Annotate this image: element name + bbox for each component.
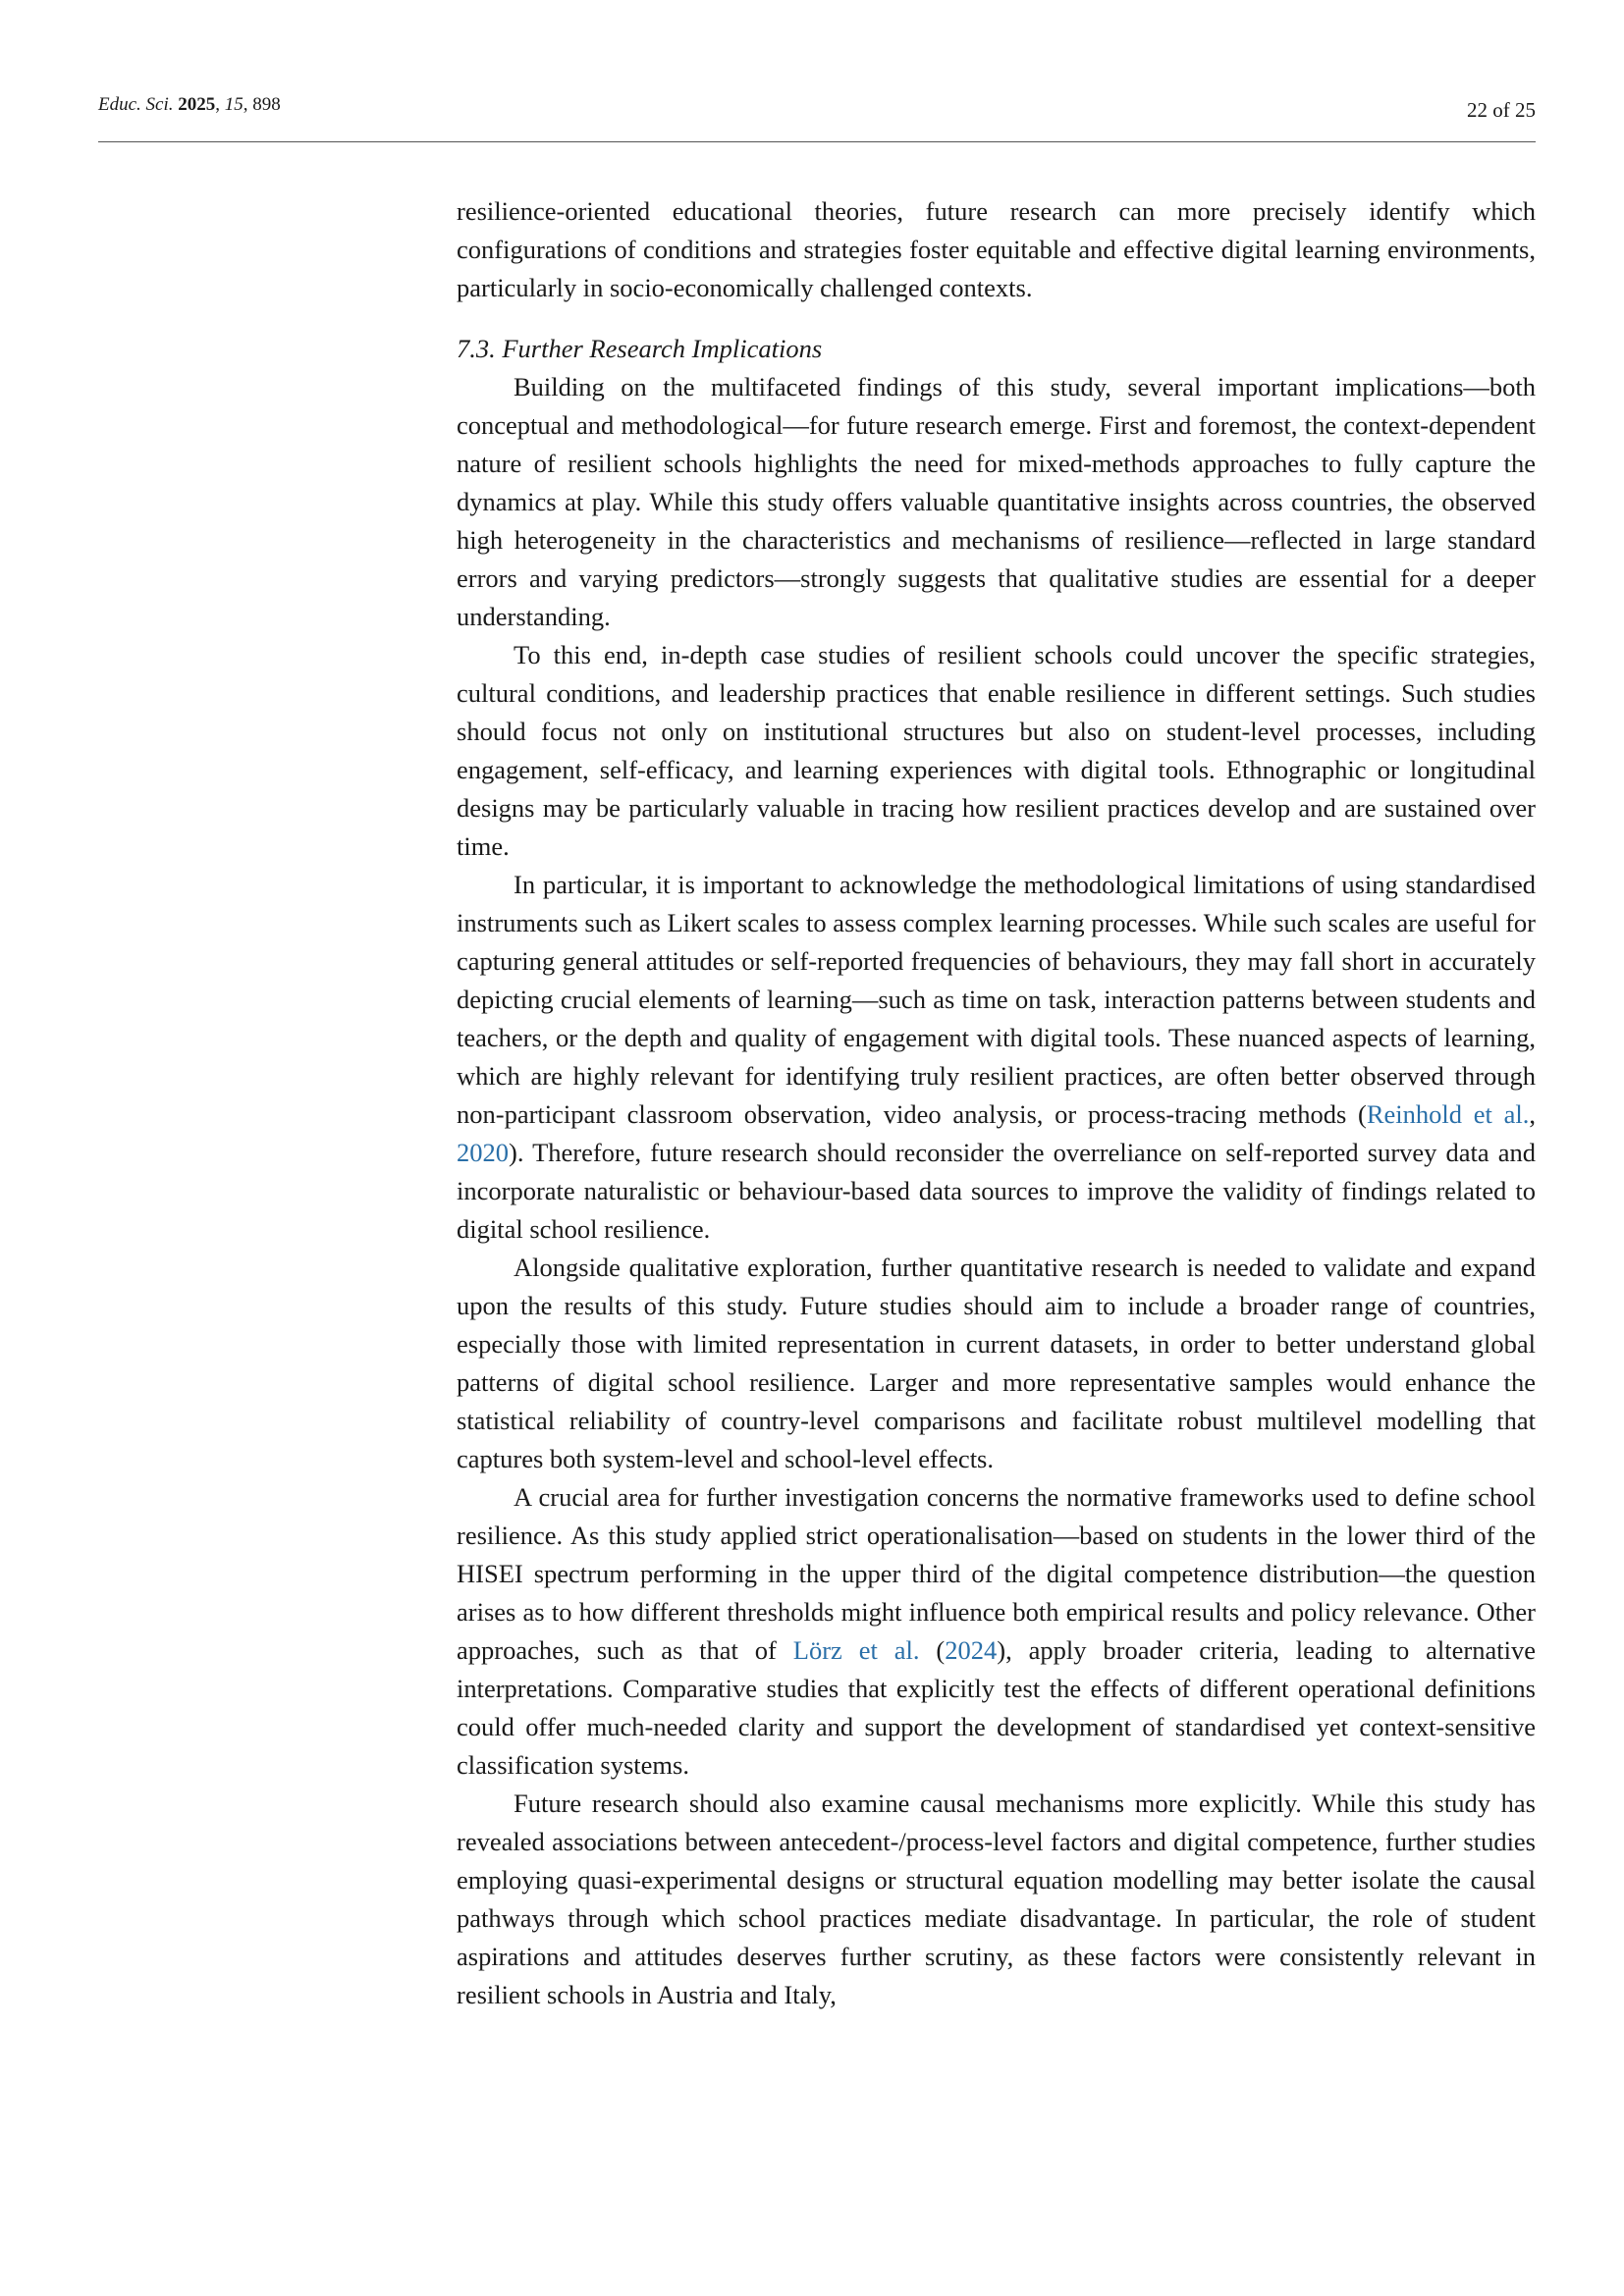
main-content [457, 192, 1536, 2014]
citation-year-link-reinhold[interactable]: 2020 [457, 1138, 509, 1167]
page-header [98, 94, 1536, 142]
page-number: 22 of 25 [1467, 98, 1536, 122]
article-number: 898 [252, 94, 281, 115]
citation-year-link-lorz[interactable]: 2024 [945, 1635, 998, 1665]
paragraph: In particular, it is important to acknowledge the methodological limitations of using standardised instruments such as Likert scales to assess complex learning processes. While such scales are useful for capturing general attitudes or self-reported frequencies of behaviours, they may fall short in accurately depicting crucial elements of learning—such as time on task, interaction patterns between students and teachers, or the depth and quality of engagement with digital tools. These nuanced aspects of learning, which are highly relevant for identifying truly resilient practices, are often better observed through non-participant classroom observation, video analysis, or process-tracing methods (Reinhold et al., 2020). Therefore, future research should reconsider the overreliance on self-reported survey data and incorporate naturalistic or behaviour-based data sources to improve the validity of findings related to digital school resilience. [457, 870, 1536, 1244]
citation-link-lorz[interactable]: Lörz et al. [792, 1635, 920, 1665]
paragraph: To this end, in-depth case studies of resilient schools could uncover the specific strategies, cultural conditions, and leadership practices that enable resilience in different settings. Such studies should focus not only on institutional structures but also on student-level processes, including engagement, self-efficacy, and learning experiences with digital tools. Ethnographic or longitudinal designs may be particularly valuable in tracing how resilient practices develop and are sustained over time. [457, 640, 1536, 861]
paragraph: Alongside qualitative exploration, further quantitative research is needed to validate and expand upon the results of this study. Future studies should aim to include a broader range of countries, especially those with limited representation in current datasets, in order to better understand global patterns of digital school resilience. Larger and more representative samples would enhance the statistical reliability of country-level comparisons and facilitate robust multilevel modelling that captures both system-level and school-level effects. [457, 1253, 1536, 1473]
section-heading: 7.3. Further Research Implications [457, 334, 823, 363]
journal-citation: Educ. Sci. 2025, 15, 898 [98, 94, 281, 115]
citation-link-reinhold[interactable]: Reinhold et al. [1366, 1099, 1530, 1129]
journal-volume: 15 [224, 94, 244, 115]
paragraph-continued: resilience-oriented educational theories, future research can more precisely identify which configurations of conditions and strategies foster equitable and effective digital learning environments, particularly in socio-economically challenged contexts. [457, 196, 1536, 302]
paragraph: Building on the multifaceted findings of this study, several important implications—both conceptual and methodological—for future research emerge. First and foremost, the context-dependent nature of resilient schools highlights the need for mixed-methods approaches to fully capture the dynamics at play. While this study offers valuable quantitative insights across countries, the observed high heterogeneity in the characteristics and mechanisms of resilience—reflected in large standard errors and varying predictors—strongly suggests that qualitative studies are essential for a deeper understanding. [457, 372, 1536, 631]
journal-year: 2025 [178, 94, 216, 115]
paragraph: A crucial area for further investigation concerns the normative frameworks used to define school resilience. As this study applied strict operationalisation—based on students in the lower third of the HISEI spectrum performing in the upper third of the digital competence distribution—the question arises as to how different thresholds might influence both empirical results and policy relevance. Other approaches, such as that of Lörz et al. (2024), apply broader criteria, leading to alternative interpretations. Comparative studies that explicitly test the effects of different operational definitions could offer much-needed clarity and support the development of standardised yet context-sensitive classification systems. [457, 1482, 1536, 1780]
journal-name: Educ. Sci. [98, 94, 174, 115]
paragraph: Future research should also examine causal mechanisms more explicitly. While this study has revealed associations between antecedent-/process-level factors and digital competence, further studies employing quasi-experimental designs or structural equation modelling may better isolate the causal pathways through which school practices mediate disadvantage. In particular, the role of student aspirations and attitudes deserves further scrutiny, as these factors were consistently relevant in resilient schools in Austria and Italy, [457, 1789, 1536, 2009]
